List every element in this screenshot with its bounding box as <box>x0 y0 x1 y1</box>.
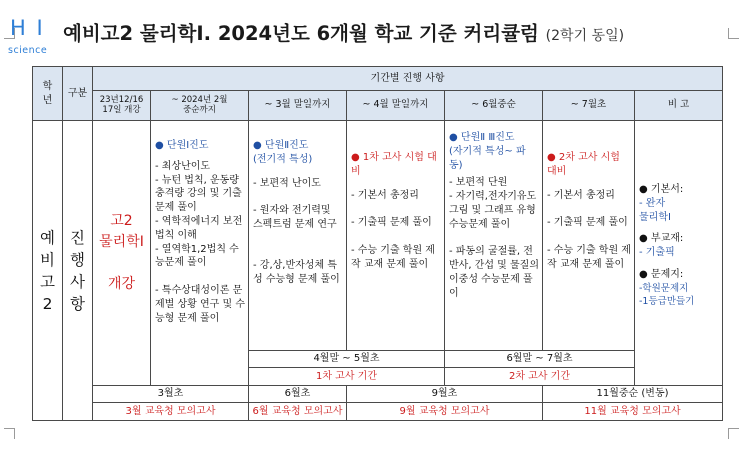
remarks-label: ● 문제지: <box>639 268 684 280</box>
mock-exam-name: 11월 교육청 모의고사 <box>543 403 723 421</box>
period-header: 23년12/16 17일 개강 <box>93 91 151 121</box>
mock-exam-name: 6월 교육청 모의고사 <box>249 403 347 421</box>
mock-exam-name: 9월 교육청 모의고사 <box>347 403 543 421</box>
period-header: ~ 6월중순 <box>445 91 543 121</box>
subject-cell: 고2 물리학Ⅰ 개강 <box>93 121 151 386</box>
content-cell-unit2 <box>249 121 347 351</box>
mock-exam-label: 3월초 <box>93 386 249 403</box>
header-period: 기간별 진행 사항 <box>93 67 723 91</box>
period-header: ~ 4월 말일까지 <box>347 91 445 121</box>
period-header: ~ 3월 말일까지 <box>249 91 347 121</box>
exam-period-cell-1 <box>249 351 445 386</box>
content-body: - 최상난이도 - 뉴턴 법칙, 운동량 충격량 강의 및 기출 문제 풀이 - 역학적에너지 보전법칙 이해 - 열역학1,2법칙 수능문제 풀이 - 특수상대성이론 문제별 상황 연구 및 수능형 문제 풀이 <box>155 160 245 324</box>
corner-mark <box>728 28 739 39</box>
page-title <box>63 18 624 46</box>
content-body: - 보편적 단원 - 자기력,전자기유도 그림 및 그래프 유형 수능문제 풀이 - 파동의 굴절률, 전반사, 간섭 및 물질의 이중성 수능문제 풀이 <box>449 177 539 299</box>
content-title: ● 2차 고사 시험 대비 <box>547 152 620 177</box>
header-type: 구분 <box>63 67 93 121</box>
period-header: ~ 7월초 <box>543 91 635 121</box>
header-grade: 학 년 <box>33 67 63 121</box>
curriculum-table <box>32 66 723 421</box>
content-title: ● 1차 고사 시험 대비 <box>351 152 437 177</box>
content-title: ● 단원Ⅱ진도 (전기적 특성) <box>253 140 313 165</box>
corner-mark <box>728 428 739 439</box>
exam-period-label: 4월말 ~ 5월초 <box>249 351 444 368</box>
remarks-label: ● 기본서: <box>639 184 684 195</box>
content-body: - 기본서 총정리 - 기출픽 문제 풀이 - 수능 기출 학원 제작 교재 문제 풀이 <box>547 189 631 270</box>
mock-exam-name: 3월 교육청 모의고사 <box>93 403 249 421</box>
mock-exam-label: 11월중순 (변동) <box>543 386 723 403</box>
mock-exam-label: 6월초 <box>249 386 347 403</box>
period-header: ~ 2024년 2월 중순까지 <box>151 91 249 121</box>
logo: H I <box>10 16 45 40</box>
remarks-value: - 완자 물리학Ⅰ <box>639 197 671 223</box>
remarks-value: -학원문제지 -1등급만들기 <box>639 282 695 307</box>
remarks-cell <box>635 121 723 386</box>
type-cell: 진 행 사 항 <box>63 121 93 421</box>
content-cell-unit3 <box>445 121 543 351</box>
content-cell-unit1 <box>151 121 249 386</box>
period-header: 비 고 <box>635 91 723 121</box>
content-cell-exam2 <box>543 121 635 351</box>
content-body: - 보편적 난이도 - 원자와 전기력및 스펙트럼 문제 연구 - 강,상,반자성체 특성 수능형 문제 풀이 <box>253 177 340 286</box>
remarks-label: ● 부교재: <box>639 233 684 245</box>
content-cell-exam1 <box>347 121 445 351</box>
exam-period-name: 1차 고사 기간 <box>315 371 378 382</box>
grade-cell: 예 비 고 2 <box>33 121 63 421</box>
mock-exam-label: 9월초 <box>347 386 543 403</box>
content-title: ● 단원Ⅱ Ⅲ진도 (자기적 특성~ 파동) <box>449 132 526 171</box>
logo-subtitle: science <box>8 45 48 56</box>
page-title-text: 예비고2 물리학Ⅰ. 2024년도 6개월 학교 기준 커리큘럼 <box>63 22 539 45</box>
exam-period-label: 6월말 ~ 7월초 <box>445 351 634 368</box>
content-body: - 기본서 총정리 - 기출픽 문제 풀이 - 수능 기출 학원 제작 교재 문제 풀이 <box>351 189 435 270</box>
exam-period-cell-2 <box>445 351 635 386</box>
remarks-value: - 기출픽 <box>639 247 675 259</box>
exam-period-name: 2차 고사 기간 <box>508 371 571 382</box>
content-title: ● 단원Ⅰ진도 <box>155 140 209 151</box>
page-title-note: (2학기 동일) <box>545 28 625 44</box>
corner-mark <box>4 428 15 439</box>
